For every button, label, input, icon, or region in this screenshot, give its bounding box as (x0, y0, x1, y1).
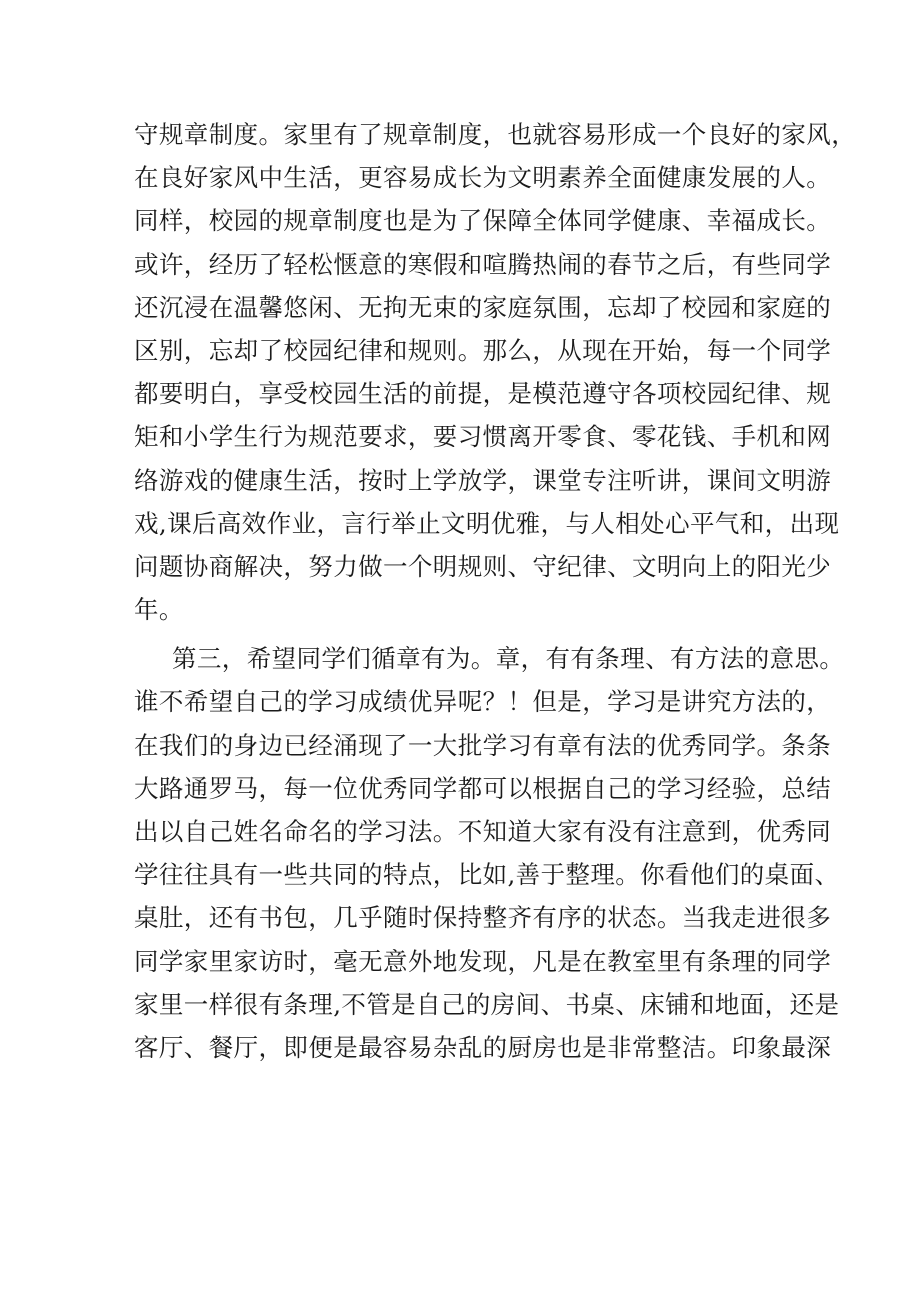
text-line: 还沉浸在温馨悠闲、无拘无束的家庭氛围，忘却了校园和家庭的 (134, 292, 832, 322)
text-line: 戏,课后高效作业，言行举止文明优雅，与人相处心平气和，出现 (134, 508, 840, 538)
text-line: 谁不希望自己的学习成绩优异呢？！但是，学习是讲究方法的， (134, 687, 832, 717)
text-line: 同样，校园的规章制度也是为了保障全体同学健康、幸福成长。 (134, 206, 832, 236)
text-line: 客厅、餐厅，即便是最容易杂乱的厨房也是非常整洁。印象最深 (134, 1032, 832, 1062)
text-line: 出以自己姓名命名的学习法。不知道大家有没有注意到，优秀同 (134, 817, 832, 846)
text-line: 络游戏的健康生活，按时上学放学，课堂专注听讲，课间文明游 (134, 465, 832, 495)
text-line: 矩和小学生行为规范要求，要习惯离开零食、零花钱、手机和网 (134, 422, 832, 452)
text-line: 学往往具有一些共同的特点，比如,善于整理。你看他们的桌面、 (134, 860, 840, 890)
text-line: 大路通罗马，每一位优秀同学都可以根据自己的学习经验，总结 (134, 773, 832, 803)
text-line: 桌肚，还有书包，几乎随时保持整齐有序的状态。当我走进很多 (134, 903, 832, 933)
text-line: 在我们的身边已经涌现了一大批学习有章有法的优秀同学。条条 (134, 730, 832, 760)
text-line: 在良好家风中生活，更容易成长为文明素养全面健康发展的人。 (134, 163, 832, 193)
text-line: 家里一样很有条理,不管是自己的房间、书桌、床铺和地面，还是 (134, 989, 840, 1019)
text-line: 区别，忘却了校园纪律和规则。那么，从现在开始，每一个同学 (134, 335, 832, 365)
text-line: 或许，经历了轻松惬意的寒假和喧腾热闹的春节之后，有些同学 (134, 249, 832, 279)
paragraph-school-rules (134, 113, 857, 631)
text-line: 守规章制度。家里有了规章制度，也就容易形成一个良好的家风， (134, 120, 857, 149)
text-line: 第三，希望同学们循章有为。章，有有条理、有方法的意思。 (172, 644, 845, 674)
document-body (134, 113, 857, 1069)
text-line: 年。 (134, 595, 184, 625)
paragraph-study-methods (134, 637, 845, 1069)
text-line: 都要明白，享受校园生活的前提，是模范遵守各项校园纪律、规 (134, 379, 832, 409)
text-line: 问题协商解决，努力做一个明规则、守纪律、文明向上的阳光少 (134, 551, 832, 581)
text-line: 同学家里家访时，毫无意外地发现，凡是在教室里有条理的同学 (134, 946, 832, 976)
